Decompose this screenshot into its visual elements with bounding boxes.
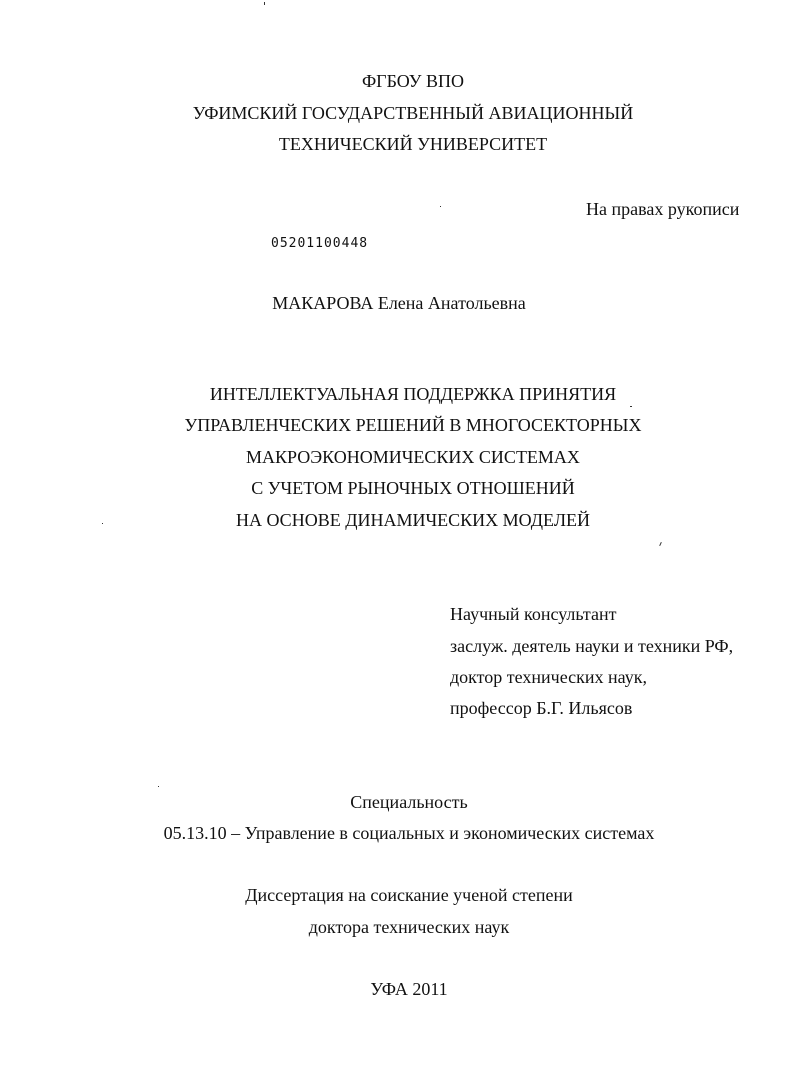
- scan-speck: [659, 542, 662, 546]
- scan-speck: [264, 2, 265, 5]
- org-line-1: ФГБОУ ВПО: [361, 71, 465, 91]
- degree-line-1: Диссертация на соискание ученой степени: [245, 885, 573, 905]
- title-line-4: С УЧЕТОМ РЫНОЧНЫХ ОТНОШЕНИЙ: [251, 478, 575, 498]
- catalog-number: 05201100448: [271, 236, 369, 251]
- consultant-degree: доктор технических наук,: [450, 667, 647, 687]
- title-line-1: ИНТЕЛЛЕКТУАЛЬНАЯ ПОДДЕРЖКА ПРИНЯТИЯ: [209, 384, 617, 404]
- scan-speck: [630, 406, 632, 407]
- scan-speck: [102, 523, 103, 524]
- title-line-5: НА ОСНОВЕ ДИНАМИЧЕСКИХ МОДЕЛЕЙ: [235, 510, 591, 530]
- city-year: УФА 2011: [370, 979, 448, 999]
- manuscript-note: На правах рукописи: [586, 199, 740, 219]
- degree-line-2: доктора технических наук: [308, 917, 510, 937]
- scan-speck: [158, 786, 159, 787]
- consultant-label: Научный консультант: [450, 604, 617, 624]
- org-line-2: УФИМСКИЙ ГОСУДАРСТВЕННЫЙ АВИАЦИОННЫЙ: [192, 103, 634, 123]
- consultant-title: заслуж. деятель науки и техники РФ,: [450, 636, 734, 656]
- author-name: МАКАРОВА Елена Анатольевна: [272, 293, 526, 313]
- scan-speck: [440, 206, 441, 207]
- specialty-label: Специальность: [350, 792, 468, 812]
- title-line-3: МАКРОЭКОНОМИЧЕСКИХ СИСТЕМАХ: [246, 447, 580, 467]
- org-line-3: ТЕХНИЧЕСКИЙ УНИВЕРСИТЕТ: [278, 134, 548, 154]
- title-line-2: УПРАВЛЕНЧЕСКИХ РЕШЕНИЙ В МНОГОСЕКТОРНЫХ: [184, 415, 642, 435]
- consultant-name: профессор Б.Г. Ильясов: [450, 698, 633, 718]
- specialty-code: 05.13.10 – Управление в социальных и экономических системах: [163, 823, 655, 843]
